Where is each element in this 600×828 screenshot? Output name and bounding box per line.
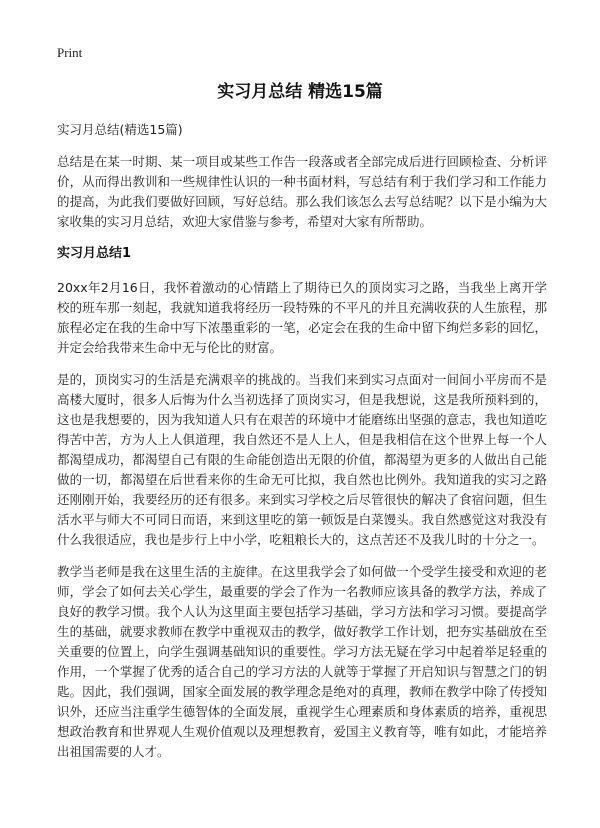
document-body (57, 120, 547, 774)
body-paragraph-3: 教学当老师是我在这里生活的主旋律。在这里我学会了如何做一个受学生接受和欢迎的老师，学会了如何去关心学生，最重要的学会了作为一名教师应该具备的教学方法，养成了良好的教学习惯。我个人认为这里面主要包括学习基础，学习方法和学习习惯。要提高学生的基础，就要求教师在教学中重视双击的教学，做好教学工作计划，把夯实基础放在至关重要的位置上，向学生强调基础知识的重要性。学习方法无疑在学习中起着举足轻重的作用，一个掌握了优秀的适合自己的学习方法的人就等于掌握了开启知识与智慧之门的钥匙。因此，我们强调，国家全面发展的教学理念是绝对的真理，教师在教学中除了传授知识外，还应当注重学生德智体的全面发展，重视学生心理素质和身体素质的培养，重视思想政治教育和世界观人生观价值观以及理想教育，爱国主义教育等，唯有如此，才能培养出祖国需要的人才。 (57, 564, 547, 759)
section-heading: 实习月总结1 (57, 246, 132, 261)
body-paragraph-1: 20xx年2月16日，我怀着激动的心情踏上了期待已久的顶岗实习之路，当我坐上离开学校的班车那一刻起，我就知道我将经历一段特殊的不平凡的并且充满收获的人生旅程，那旅程必定在我的生命中写下浓墨重彩的一笔，必定会在我的生命中留下绚烂多彩的回忆，并定会给我带来生命中无与伦比的财富。 (57, 280, 547, 355)
body-paragraph-2: 是的，顶岗实习的生活是充满艰辛的挑战的。当我们来到实习点面对一间间小平房而不是高楼大厦时，很多人后悔为什么当初选择了顶岗实习，但是我想说，这是我所预料到的，这也是我想要的，因为我知道人只有在艰苦的环境中才能磨练出坚强的意志，我也知道吃得苦中苦，方为人上人俱道理，我自然还不是人上人，但是我相信在这个世界上每一个人都渴望成功，都渴望自己有限的生命能创造出无限的价值，都渴望为更多的人做出自己能做的一切，都渴望在后世看来你的生命无可比拟，我自然也比例外。我知道我的实习之路还刚刚开始，我要经历的还有很多。来到实习学校之后尽管很快的解决了食宿问题，但生活水平与师大不可同日而语，来到这里吃的第一顿饭是白菜馒头。我自然感觉这对我没有什么我很适应，我也是步行上中小学，吃粗粮长大的，这点苦还不及我儿时的十分之一。 (57, 372, 547, 547)
intro-paragraph: 总结是在某一时期、某一项目或某些工作告一段落或者全部完成后进行回顾检查、分析评价，从而得出教训和一些规律性认识的一种书面材料，写总结有利于我们学习和工作能力的提高，为此我们要做好回顾，写好总结。那么我们该怎么去写总结呢？以下是小编为大家收集的实习月总结，欢迎大家借鉴与参考，希望对大家有所帮助。 (57, 154, 547, 229)
document-subtitle: 实习月总结(精选15篇) (57, 122, 183, 137)
document-title: 实习月总结 精选15篇 (217, 82, 383, 102)
print-link[interactable]: Print (57, 45, 83, 60)
